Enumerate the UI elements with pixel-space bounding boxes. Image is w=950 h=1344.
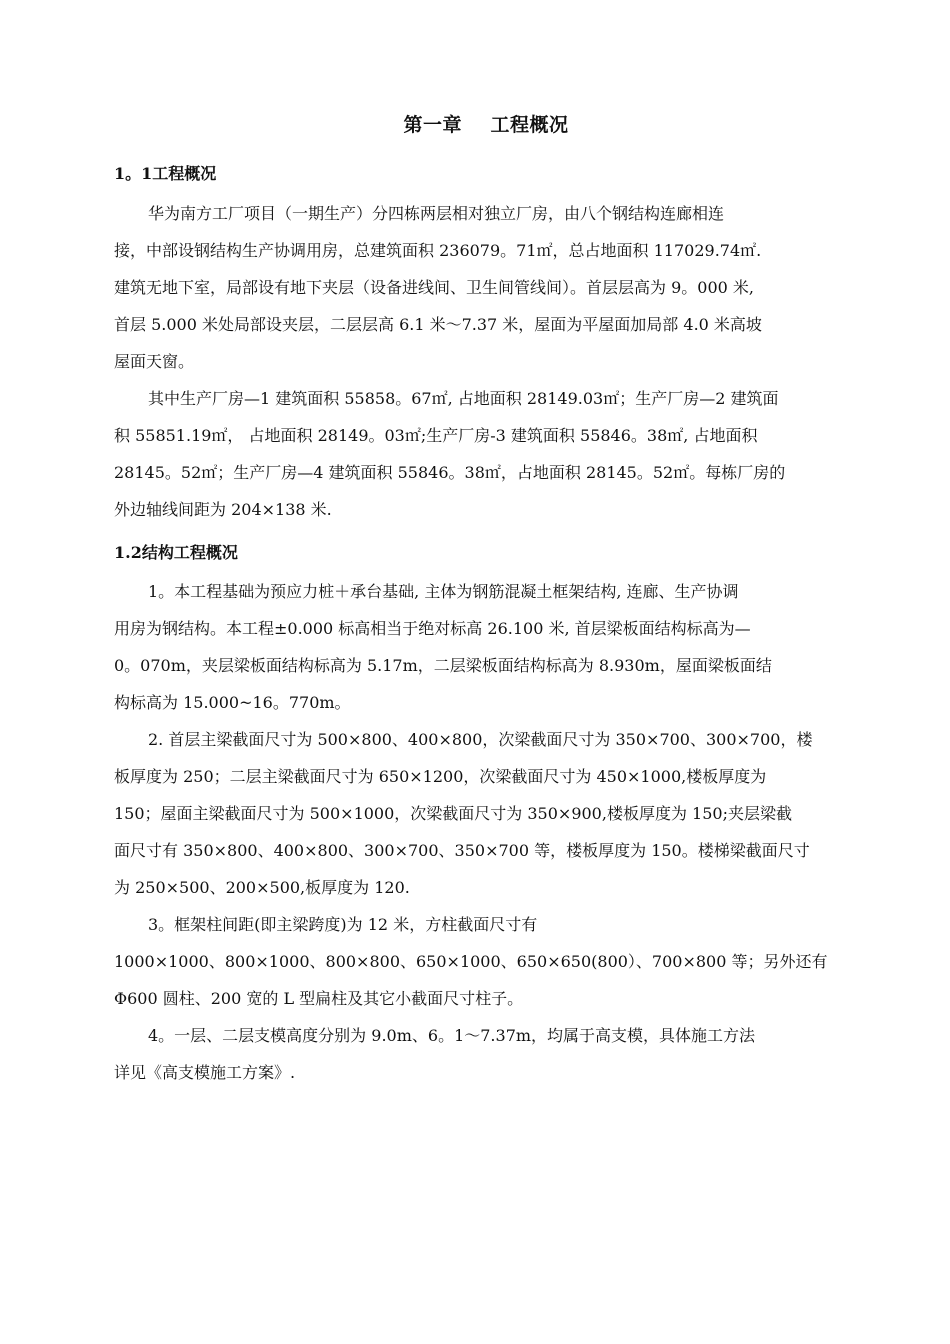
paragraph-line: 2. 首层主梁截面尺寸为 500×800、400×800，次梁截面尺寸为 350×700、300×700，楼: [148, 730, 813, 749]
paragraph-line: 1。本工程基础为预应力桩＋承台基础, 主体为钢筋混凝土框架结构, 连廊、生产协调: [148, 582, 739, 601]
paragraph-line: 建筑无地下室，局部设有地下夹层（设备进线间、卫生间管线间）。首层层高为 9。000 米,: [114, 278, 754, 297]
paragraph-line: 其中生产厂房—1 建筑面积 55858。67㎡, 占地面积 28149.03㎡；生产厂房—2 建筑面: [148, 389, 779, 408]
paragraph-line: 面尺寸有 350×800、400×800、300×700、350×700 等，楼板厚度为 150。楼梯梁截面尺寸: [114, 841, 810, 860]
paragraph-line: 1000×1000、800×1000、800×800、650×1000、650×650(800）、700×800 等；另外还有: [114, 952, 828, 971]
paragraph-line: 详见《高支模施工方案》.: [114, 1063, 296, 1082]
paragraph-line: 4。一层、二层支模高度分别为 9.0m、6。1～7.37m，均属于高支模，具体施工方法: [148, 1026, 756, 1045]
paragraph-line: Φ600 圆柱、200 宽的 L 型扁柱及其它小截面尺寸柱子。: [114, 989, 524, 1008]
paragraph-line: 用房为钢结构。本工程±0.000 标高相当于绝对标高 26.100 米, 首层梁板面结构标高为—: [114, 619, 751, 638]
paragraph-line: 屋面天窗。: [114, 352, 195, 371]
paragraph-line: 28145。52㎡；生产厂房—4 建筑面积 55846。38㎡，占地面积 28145。52㎡。每栋厂房的: [114, 463, 786, 482]
chapter-title: 第一章 工程概况: [403, 114, 569, 136]
paragraph-line: 构标高为 15.000~16。770m。: [114, 693, 351, 712]
paragraph-line: 150；屋面主梁截面尺寸为 500×1000，次梁截面尺寸为 350×900,楼板厚度为 150;夹层梁截: [114, 804, 792, 823]
paragraph-line: 首层 5.000 米处局部设夹层，二层层高 6.1 米～7.37 米，屋面为平屋面加局部 4.0 米高坡: [114, 315, 762, 334]
paragraph-line: 板厚度为 250；二层主梁截面尺寸为 650×1200，次梁截面尺寸为 450×1000,楼板厚度为: [114, 767, 767, 786]
paragraph-line: 0。070m，夹层梁板面结构标高为 5.17m，二层梁板面结构标高为 8.930m，屋面梁板面结: [114, 656, 772, 675]
section-heading-1-1: 1。1工程概况: [114, 164, 217, 183]
paragraph-line: 外边轴线间距为 204×138 米.: [114, 500, 332, 519]
paragraph-line: 接，中部设钢结构生产协调用房，总建筑面积 236079。71㎡，总占地面积 117029.74㎡.: [114, 241, 762, 260]
paragraph-line: 积 55851.19㎡， 占地面积 28149。03㎡;生产厂房-3 建筑面积 55846。38㎡, 占地面积: [114, 426, 758, 445]
section-heading-1-2: 1.2结构工程概况: [114, 543, 238, 562]
paragraph-line: 华为南方工厂项目（一期生产）分四栋两层相对独立厂房，由八个钢结构连廊相连: [148, 204, 725, 223]
paragraph-line: 为 250×500、200×500,板厚度为 120.: [114, 878, 410, 897]
paragraph-line: 3。框架柱间距(即主梁跨度)为 12 米，方柱截面尺寸有: [148, 915, 538, 934]
